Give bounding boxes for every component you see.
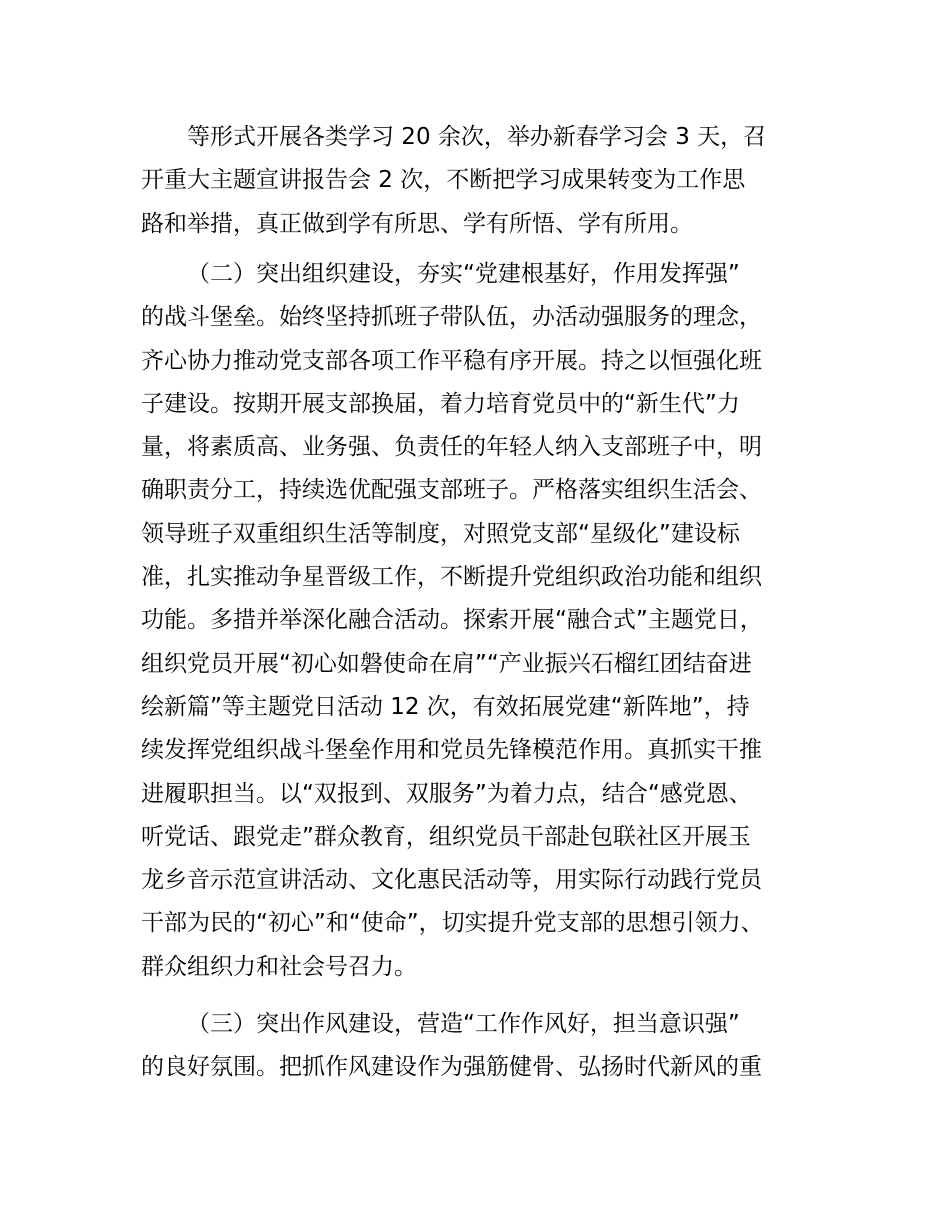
paragraph-3-line-1: （三）突出作风建设，营造“工作作风好，担当意识强” — [187, 1011, 740, 1037]
paragraph-2-line-3: 齐心协力推动党支部各项工作平稳有序开展。持之以恒强化班 — [141, 347, 762, 374]
paragraph-1 — [141, 116, 841, 246]
paragraph-2-line-6: 确职责分工，持续选优配强支部班子。严格落实组织生活会、 — [141, 477, 762, 504]
paragraph-2-line-17: 群众组织力和社会号召力。 — [141, 953, 417, 980]
paragraph-2-line-12: 续发挥党组织战斗堡垒作用和党员先锋模范作用。真抓实干推 — [141, 737, 762, 764]
paragraph-2-line-2: 的战斗堡垒。始终坚持抓班子带队伍，办活动强服务的理念， — [141, 304, 762, 331]
paragraph-2-line-14: 听党话、跟党走”群众教育，组织党员干部赴包联社区开展玉 — [141, 823, 751, 850]
paragraph-2-line-15: 龙乡音示范宣讲活动、文化惠民活动等，用实际行动践行党员 — [141, 867, 762, 894]
paragraph-2-line-5: 量，将素质高、业务强、负责任的年轻人纳入支部班子中，明 — [141, 434, 762, 461]
paragraph-2-line-10: 组织党员开展“初心如磐使命在肩”“产业振兴石榴红团结奋进 — [141, 650, 752, 677]
paragraph-3-line-2: 的良好氛围。把抓作风建设作为强筋健骨、弘扬时代新风的重 — [141, 1054, 762, 1081]
paragraph-1-line-2: 开重大主题宣讲报告会 2 次，不断把学习成果转变为工作思 — [141, 167, 746, 194]
paragraph-2-line-16: 干部为民的“初心”和“使命”，切实提升党支部的思想引领力、 — [141, 910, 764, 937]
paragraph-3 — [141, 1003, 841, 1090]
paragraph-1-line-3: 路和举措，真正做到学有所思、学有所悟、学有所用。 — [141, 210, 693, 237]
paragraph-2 — [141, 253, 841, 989]
paragraph-1-line-1: 等形式开展各类学习 20 余次，举办新春学习会 3 天，召 — [187, 124, 767, 150]
paragraph-2-line-4: 子建设。按期开展支部换届，着力培育党员中的“新生代”力 — [141, 390, 740, 417]
paragraph-2-line-11: 绘新篇”等主题党日活动 12 次，有效拓展党建“新阵地”，持 — [141, 693, 750, 720]
paragraph-2-line-13: 进履职担当。以“双报到、双服务”为着力点，结合“感党恩、 — [141, 780, 752, 807]
paragraph-2-line-1: （二）突出组织建设，夯实“党建根基好，作用发挥强” — [187, 261, 740, 287]
paragraph-2-line-8: 准，扎实推动争星晋级工作，不断提升党组织政治功能和组织 — [141, 564, 762, 591]
paragraph-2-line-9: 功能。多措并举深化融合活动。探索开展“融合式”主题党日， — [141, 607, 763, 634]
paragraph-2-line-7: 领导班子双重组织生活等制度，对照党支部“星级化”建设标 — [141, 520, 740, 547]
